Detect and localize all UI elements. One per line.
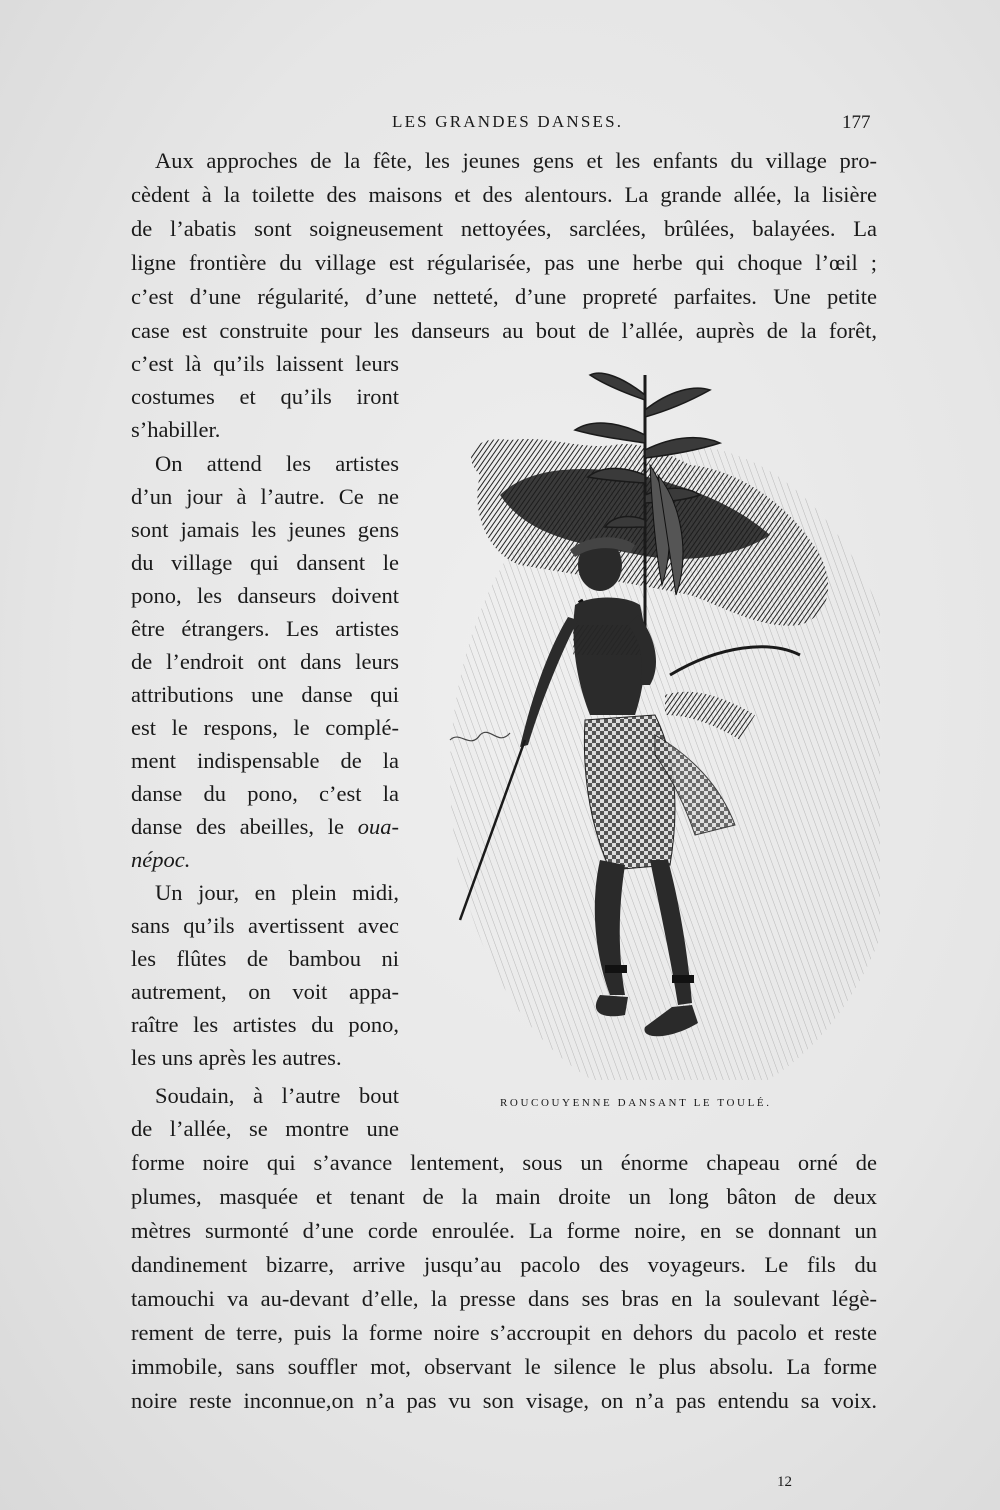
text-line: forme noire qui s’avance lentement, sous un énorme chapeau orné de <box>131 1150 877 1175</box>
text-line: sans qu’ils avertissent avec <box>131 913 399 938</box>
text-line: On attend les artistes <box>155 451 399 476</box>
text-line: noire reste inconnue,on n’a pas vu son visage, on n’a pas entendu sa voix. <box>131 1388 877 1413</box>
text-line: les uns après les autres. <box>131 1045 342 1070</box>
text-line: dandinement bizarre, arrive jusqu’au pacolo des voyageurs. Le fils du <box>131 1252 877 1277</box>
signature-mark: 12 <box>777 1474 792 1490</box>
running-head: LES GRANDES DANSES. <box>392 112 624 131</box>
text-line: tamouchi va au-devant d’elle, la presse dans ses bras en la soulevant légè- <box>131 1286 877 1311</box>
text-line: ment indispensable de la <box>131 748 399 773</box>
text-line: pono, les danseurs doivent <box>131 583 399 608</box>
text-line: s’habiller. <box>131 417 221 442</box>
text-line: danse du pono, c’est la <box>131 781 399 806</box>
text-line: ligne frontière du village est régularisée, pas une herbe qui choque l’œil ; <box>131 250 877 275</box>
italic-term: oua- <box>357 814 399 839</box>
text-line: costumes et qu’ils iront <box>131 384 399 409</box>
text-line: attributions une danse qui <box>131 682 399 707</box>
text-line: c’est là qu’ils laissent leurs <box>131 351 399 376</box>
text-line: est le respons, le complé- <box>131 715 399 740</box>
text-line: de l’abatis sont soigneusement nettoyées, sarclées, brûlées, balayées. La <box>131 216 877 241</box>
text-line: autrement, on voit appa- <box>131 979 399 1004</box>
text-line: cèdent à la toilette des maisons et des alentours. La grande allée, la lisière <box>131 182 877 207</box>
text-line: rement de terre, puis la forme noire s’accroupit en dehors du pacolo et reste <box>131 1320 877 1345</box>
text-line: case est construite pour les danseurs au bout de l’allée, auprès de la forêt, <box>131 318 877 343</box>
text-line: être étrangers. Les artistes <box>131 616 399 641</box>
figure-caption: ROUCOUYENNE DANSANT LE TOULÉ. <box>500 1097 772 1109</box>
engraving-illustration <box>440 355 880 1080</box>
text-line: immobile, sans souffler mot, observant le silence le plus absolu. La forme <box>131 1354 877 1379</box>
text-line: Soudain, à l’autre bout <box>155 1083 399 1108</box>
ankle-band <box>605 965 627 973</box>
text-line: Aux approches de la fête, les jeunes gens et les enfants du village pro- <box>155 148 877 173</box>
text-line: plumes, masquée et tenant de la main droite un long bâton de deux <box>131 1184 877 1209</box>
text-line: de l’endroit ont dans leurs <box>131 649 399 674</box>
text-line-composite <box>131 816 399 839</box>
page-number: 177 <box>842 112 871 133</box>
dancer-foot <box>596 995 628 1016</box>
italic-term: népoc. <box>131 847 191 872</box>
engraving-svg <box>440 355 880 1080</box>
text-segment: danse des abeilles, le <box>131 814 345 839</box>
text-line: mètres surmonté d’une corde enroulée. La forme noire, en se donnant un <box>131 1218 877 1243</box>
text-line: du village qui dansent le <box>131 550 399 575</box>
dancer-torso <box>573 598 645 716</box>
text-line: les flûtes de bambou ni <box>131 946 399 971</box>
text-line: c’est d’une régularité, d’une netteté, d’une propreté parfaites. Une petite <box>131 284 877 309</box>
text-line: raître les artistes du pono, <box>131 1012 399 1037</box>
text-line: Un jour, en plein midi, <box>155 880 399 905</box>
text-line: de l’allée, se montre une <box>131 1116 399 1141</box>
text-line: d’un jour à l’autre. Ce ne <box>131 484 399 509</box>
text-line: sont jamais les jeunes gens <box>131 517 399 542</box>
ankle-band <box>672 975 694 983</box>
